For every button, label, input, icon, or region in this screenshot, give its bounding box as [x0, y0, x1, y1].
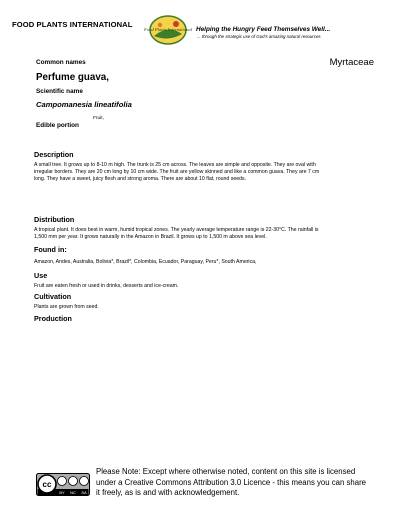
use-line: Fruit are eaten fresh or used in drinks, desserts and ice-cream. [34, 283, 179, 289]
distribution-heading: Distribution [34, 215, 75, 224]
distribution-line: A tropical plant. It does best in warm, humid tropical zones. The yearly average temperature range is 22-30°C. The rainfall is [34, 227, 319, 233]
edible-portion-value: Fruit, [93, 116, 104, 121]
edible-portion-label: Edible portion [36, 122, 79, 129]
logo-icon [144, 14, 192, 46]
tagline: Helping the Hungry Feed Themselves Well... [196, 26, 331, 33]
description-heading: Description [34, 150, 74, 159]
common-names-label: Common names [36, 59, 86, 66]
description-text [34, 162, 366, 183]
scientific-name-label: Scientific name [36, 88, 83, 95]
use-text [34, 283, 366, 290]
use-heading: Use [34, 271, 48, 280]
family-name: Myrtaceae [329, 57, 374, 68]
license-notice [96, 467, 381, 499]
found-in-heading: Found in: [34, 245, 67, 254]
license-line: Please Note: Except where otherwise noted, content on this site is licensed [96, 467, 356, 476]
scientific-name: Campomanesia lineatifolia [36, 100, 132, 109]
logo-text: Food Plants International [144, 27, 192, 32]
org-name: FOOD PLANTS INTERNATIONAL [12, 20, 133, 29]
cultivation-text [34, 304, 366, 311]
common-name: Perfume guava, [36, 72, 109, 83]
cultivation-heading: Cultivation [34, 292, 72, 301]
cc-badge-by: BY [59, 490, 65, 495]
description-line: irregular borders. They are 20 cm long by 10 cm wide. The fruit are yellow skinned and like a common guava. They are 7 cm [34, 169, 320, 176]
cc-badge-nc: NC [70, 490, 76, 495]
sub-tagline: ... through the strategic use of God's amazing natural resources [197, 34, 321, 39]
cc-label: cc [42, 480, 52, 489]
license-line: it freely, as is and with acknowledgement. [96, 488, 240, 498]
cultivation-line: Plants are grown from seed. [34, 304, 99, 310]
distribution-text [34, 227, 366, 241]
description-line: A small tree. It grows up to 8-10 m high. The trunk is 25 cm across. The leaves are simple and opposite. They are oval with [34, 162, 316, 168]
license-line: under a Creative Commons Attribution 3.0 Licence - this means you can share [96, 477, 366, 487]
creative-commons-badge-icon[interactable] [36, 473, 90, 496]
found-in-line: Amazon, Andes, Australia, Bolivia*, Brazil*, Colombia, Ecuador, Paraguay, Peru*, South America, [34, 259, 257, 265]
distribution-line: 1,500 mm per year. It grows naturally in the Amazon in Brazil. It grows up to 1,500 m above sea level. [34, 234, 267, 241]
found-in-text [34, 259, 366, 266]
description-line: long. They have a sweet, juicy flesh and strong aroma. There are about 10 flat, round seeds. [34, 176, 247, 183]
production-heading: Production [34, 314, 72, 323]
cc-badge-sa: SA [81, 490, 87, 495]
